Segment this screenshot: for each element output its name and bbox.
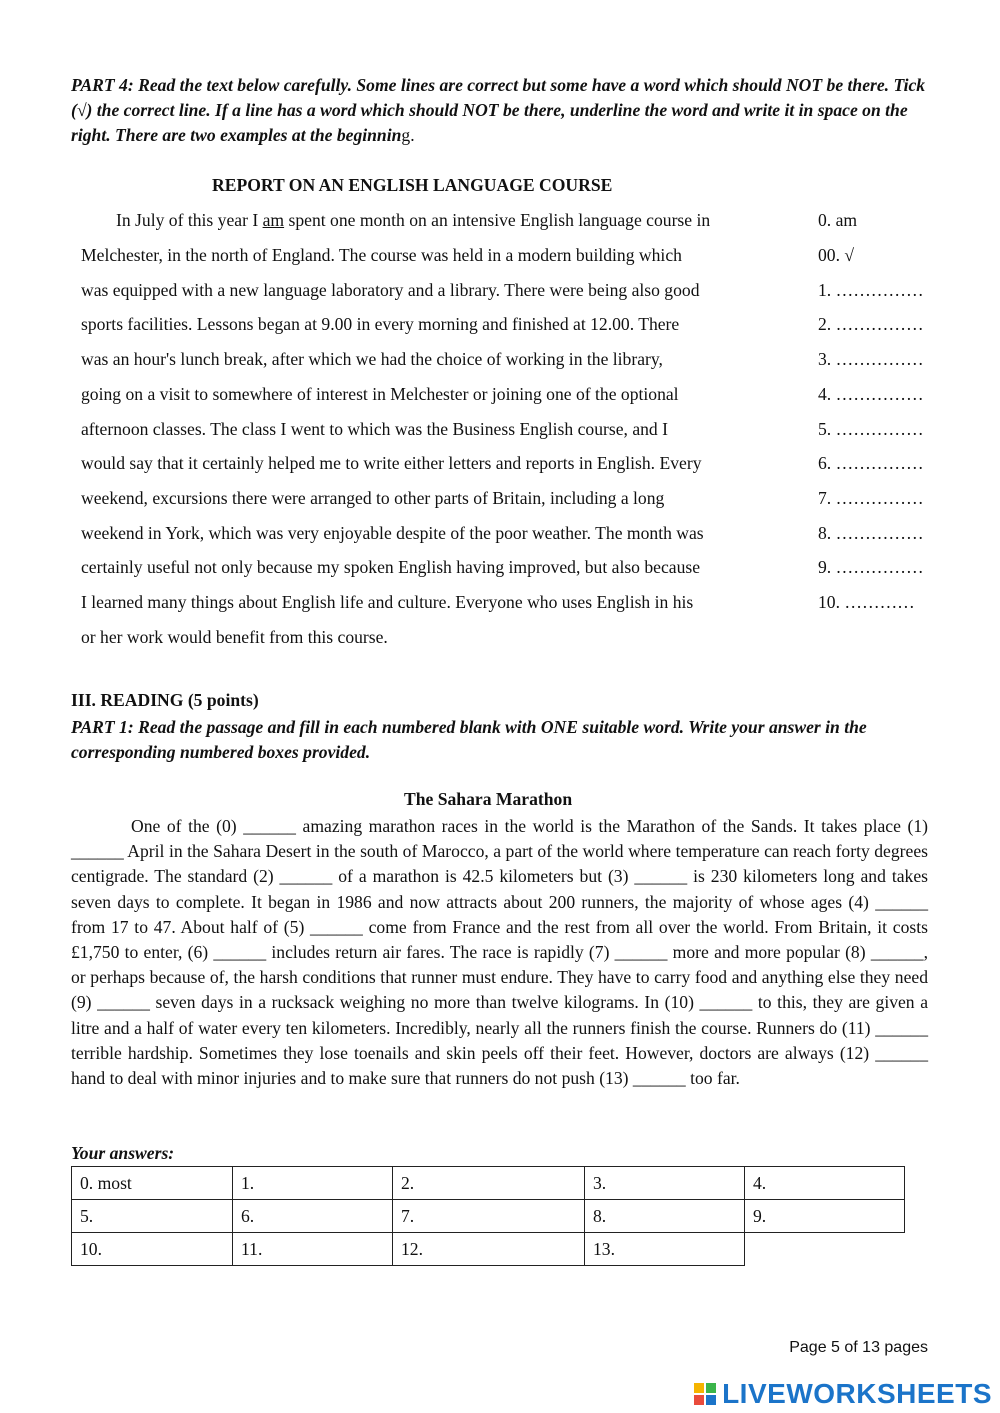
answer-cell[interactable]: 1. bbox=[233, 1167, 393, 1200]
answer-blank-2[interactable]: 2. …………… bbox=[818, 314, 924, 334]
report-line: was equipped with a new language laboratory and a library. There were being also good bbox=[81, 280, 700, 300]
part4-instructions-tail: g. bbox=[401, 125, 415, 145]
answer-blank-1[interactable]: 1. …………… bbox=[818, 280, 924, 300]
answer-blank-8[interactable]: 8. …………… bbox=[818, 523, 924, 543]
report-line: would say that it certainly helped me to write either letters and reports in English. Every bbox=[81, 453, 702, 473]
answer-cell[interactable]: 10. bbox=[72, 1233, 233, 1266]
report-line: sports facilities. Lessons began at 9.00 in every morning and finished at 12.00. There bbox=[81, 314, 680, 334]
answer-blank-5[interactable]: 5. …………… bbox=[818, 419, 924, 439]
passage-text: One of the (0) ______ amazing marathon races in the world is the Marathon of the Sands. It takes place (1) ______ April in the Sahara Desert in the south of Marocco, a part of the world where temperature can reach forty degrees centigrade. The standard (2) ______ of a marathon is 42.5 kilometers but (3) ______ is 230 kilometers long and takes seven days to complete. It began in 1986 and now attracts about 200 runners, the majority of whose ages (4) ______ from 17 to 47. About half of (5) ______ come from France and the rest from all over the world. From Britain, it costs £1,750 to enter, (6) ______ includes return air fares. The race is rapidly (7) ______ more and more popular (8) ______, or perhaps because of, the harsh conditions that runner must endure. They have to carry food and anything else they need (9) ______ seven days in a rucksack weighing no more than twelve kilograms. In (10) ______ to this, they are given a litre and a half of water every ten kilometers. Incredibly, nearly all the runners finish the course. Runners do (11) ______ terrible hardship. Sometimes they lose toenails and skin peels off their feet. However, doctors are always (12) ______ hand to deal with minor injuries and to make sure that runners do not push (13) ______ too far. bbox=[71, 816, 928, 1089]
report-line: weekend, excursions there were arranged to other parts of Britain, including a long bbox=[81, 488, 665, 508]
passage-title: The Sahara Marathon bbox=[404, 789, 573, 809]
report-line-1 bbox=[116, 210, 710, 231]
answer-cell[interactable]: 8. bbox=[585, 1200, 745, 1233]
report-title: REPORT ON AN ENGLISH LANGUAGE COURSE bbox=[212, 175, 613, 195]
your-answers-label: Your answers: bbox=[71, 1143, 175, 1163]
empty-cell bbox=[745, 1233, 905, 1266]
answer-cell[interactable]: 4. bbox=[745, 1167, 905, 1200]
answer-cell[interactable]: 5. bbox=[72, 1200, 233, 1233]
answer-cell[interactable]: 9. bbox=[745, 1200, 905, 1233]
part4-instructions-text: PART 4: Read the text below carefully. Some lines are correct but some have a word which should NOT be there. Tick (√) the correct line. If a line has a word which should NOT be there, underline the word and write it in space on the right. There are two examples at the beginnin bbox=[71, 75, 926, 145]
answer-cell[interactable]: 3. bbox=[585, 1167, 745, 1200]
report-line: afternoon classes. The class I went to which was the Business English course, and I bbox=[81, 419, 668, 439]
table-row bbox=[72, 1200, 905, 1233]
answer-blank-9[interactable]: 9. …………… bbox=[818, 557, 924, 577]
answer-cell[interactable]: 7. bbox=[393, 1200, 585, 1233]
report-line: was an hour's lunch break, after which we had the choice of working in the library, bbox=[81, 349, 663, 369]
answer-cell[interactable]: 0. most bbox=[72, 1167, 233, 1200]
sahara-passage bbox=[71, 814, 928, 1091]
liveworksheets-logo-icon bbox=[693, 1381, 719, 1407]
liveworksheets-logo[interactable] bbox=[693, 1378, 992, 1410]
answer-blank-3[interactable]: 3. …………… bbox=[818, 349, 924, 369]
report-line: Melchester, in the north of England. The course was held in a modern building which bbox=[81, 245, 682, 265]
answer-example-00: 00. √ bbox=[818, 245, 855, 265]
report-line-1-post: spent one month on an intensive English language course in bbox=[284, 210, 711, 230]
report-line: I learned many things about English life and culture. Everyone who uses English in his bbox=[81, 592, 694, 612]
reading-heading: III. READING (5 points) bbox=[71, 690, 259, 710]
table-row bbox=[72, 1167, 905, 1200]
report-line-1-pre: In July of this year I bbox=[116, 210, 263, 230]
answer-cell[interactable]: 11. bbox=[233, 1233, 393, 1266]
answer-blank-10[interactable]: 10. ………… bbox=[818, 592, 915, 612]
answer-blank-4[interactable]: 4. …………… bbox=[818, 384, 924, 404]
report-line: weekend in York, which was very enjoyable despite of the poor weather. The month was bbox=[81, 523, 704, 543]
report-line: going on a visit to somewhere of interest in Melchester or joining one of the optional bbox=[81, 384, 679, 404]
answer-cell[interactable]: 13. bbox=[585, 1233, 745, 1266]
answer-example-0: 0. am bbox=[818, 210, 858, 230]
logo-text: LIVEWORKSHEETS bbox=[722, 1378, 992, 1409]
part4-instructions bbox=[71, 73, 931, 148]
answer-cell[interactable]: 12. bbox=[393, 1233, 585, 1266]
report-line: or her work would benefit from this course. bbox=[81, 627, 388, 647]
underlined-word: am bbox=[262, 210, 285, 230]
answer-cell[interactable]: 2. bbox=[393, 1167, 585, 1200]
answer-blank-6[interactable]: 6. …………… bbox=[818, 453, 924, 473]
answers-table bbox=[71, 1166, 905, 1266]
page-number: Page 5 of 13 pages bbox=[789, 1339, 928, 1356]
answer-blank-7[interactable]: 7. …………… bbox=[818, 488, 924, 508]
answer-cell[interactable]: 6. bbox=[233, 1200, 393, 1233]
reading-part1-instructions: PART 1: Read the passage and fill in each numbered blank with ONE suitable word. Write your answer in the corresponding numbered boxes provided. bbox=[71, 717, 867, 762]
table-row bbox=[72, 1233, 905, 1266]
report-line: certainly useful not only because my spoken English having improved, but also because bbox=[81, 557, 701, 577]
